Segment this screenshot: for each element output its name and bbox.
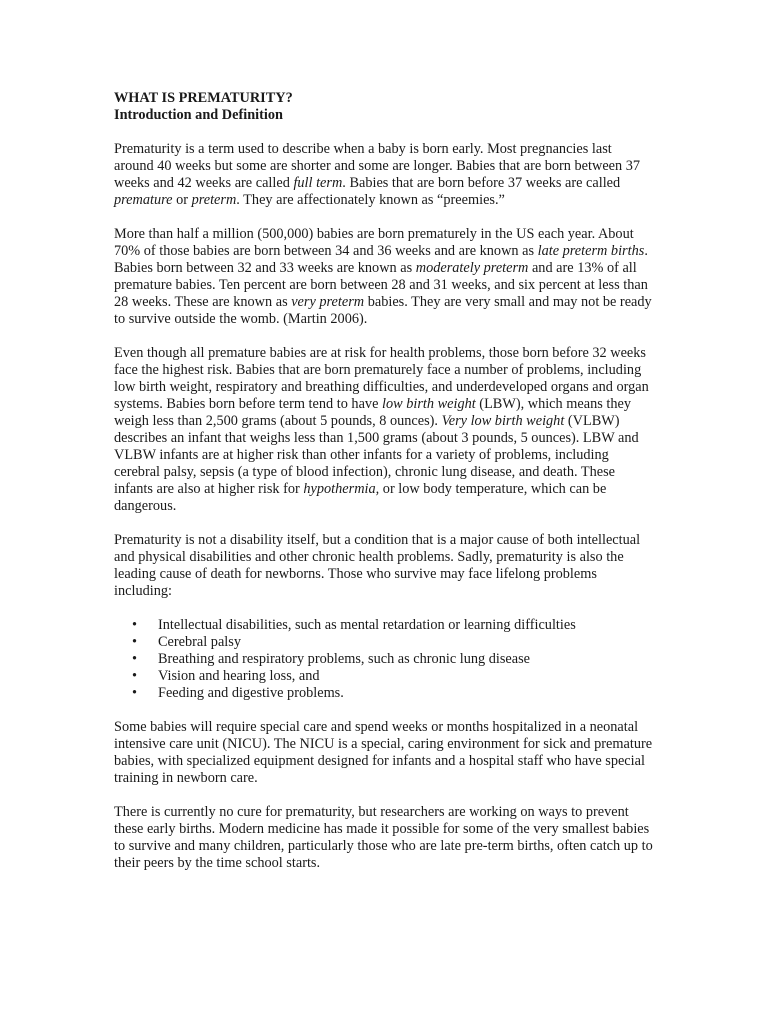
bullet-icon: • [132, 668, 138, 684]
list-item [114, 668, 654, 685]
text-run: Prematurity is a term used to describe when a baby is born early. Most pregnancies last around 40 weeks but some are shorter and some are longer. Babies that are born between 37 weeks and 42 weeks are called [114, 141, 641, 191]
document-title: WHAT IS PREMATURITY? [114, 90, 293, 106]
list-item [114, 634, 654, 651]
text-run: and are 13% of all premature babies. Ten percent are born between 28 and 31 weeks, and six percent at less than 28 weeks. These are known as [114, 260, 648, 310]
text-run: . Babies that are born before 37 weeks are called [342, 175, 621, 191]
text-run: or [172, 192, 192, 208]
document-page [114, 90, 654, 889]
list-item-text: Intellectual disabilities, such as mental retardation or learning difficulties [158, 617, 576, 633]
italic-term-full-term: full term [293, 175, 343, 191]
bullet-icon: • [132, 634, 138, 650]
list-item-text: Breathing and respiratory problems, such as chronic lung disease [158, 651, 531, 667]
list-item [114, 617, 654, 634]
bullet-icon: • [132, 651, 138, 667]
text-run: Even though all premature babies are at risk for health problems, those born before 32 weeks face the highest risk. Babies that are born prematurely face a number of problems, including low birth weight, respiratory and breathing difficulties, and underdeveloped organs and organ systems. Babies born before term tend to have [114, 345, 649, 412]
problems-list [114, 617, 654, 702]
text-run: or low body temperature, which can be dangerous. [114, 481, 607, 514]
bullet-icon: • [132, 685, 138, 701]
list-item [114, 651, 654, 668]
paragraph-health-risks [114, 345, 654, 515]
paragraph-nicu: Some babies will require special care and spend weeks or months hospitalized in a neonatal intensive care unit (NICU). The NICU is a special, caring environment for sick and premature babies, with specialized equipment designed for infants and a hospital staff who have special training in newborn care. [114, 719, 653, 786]
paragraph-statistics [114, 226, 654, 328]
italic-term-preterm: preterm [191, 192, 237, 208]
italic-term-late-preterm: late preterm births [537, 243, 645, 259]
text-run: (LBW), which means they weigh less than 2,500 grams (about 5 pounds, 8 ounces). [114, 396, 631, 429]
document-subtitle: Introduction and Definition [114, 107, 283, 123]
italic-term-moderately-preterm: moderately preterm [415, 260, 529, 276]
italic-term-hypothermia: hypothermia, [303, 481, 380, 497]
paragraph-definition [114, 141, 654, 209]
text-run: . Babies born between 32 and 33 weeks are known as [114, 243, 648, 276]
italic-term-premature: premature [114, 192, 173, 208]
text-run: (VLBW) describes an infant that weighs less than 1,500 grams (about 3 pounds, 5 ounces). LBW and VLBW infants are at higher risk than other infants for a variety of problems, including cerebral palsy, sepsis (a type of blood infection), chronic lung disease, and death. These infants are also at higher risk for [114, 413, 639, 497]
italic-term-very-low-birth-weight: Very low birth weight [441, 413, 565, 429]
list-item-text: Vision and hearing loss, and [158, 668, 320, 684]
text-run: babies. They are very small and may not be ready to survive outside the womb. (Martin 2006). [114, 294, 652, 327]
text-run: More than half a million (500,000) babies are born prematurely in the US each year. About 70% of those babies are born between 34 and 36 weeks and are known as [114, 226, 634, 259]
italic-term-low-birth-weight: low birth weight [382, 396, 476, 412]
bullet-icon: • [132, 617, 138, 633]
list-item-text: Cerebral palsy [158, 634, 241, 650]
paragraph-research: There is currently no cure for prematurity, but researchers are working on ways to prevent these early births. Modern medicine has made it possible for some of the very smallest babies to survive and many children, particularly those who are late pre-term births, often catch up to their peers by the time school starts. [114, 804, 653, 871]
list-item-text: Feeding and digestive problems. [158, 685, 344, 701]
heading-block [114, 90, 654, 124]
text-run: . They are affectionately known as “preemies.” [236, 192, 505, 208]
paragraph-disabilities: Prematurity is not a disability itself, but a condition that is a major cause of both intellectual and physical disabilities and other chronic health problems. Sadly, prematurity is also the leading cause of death for newborns. Those who survive may face lifelong problems including: [114, 532, 641, 599]
list-item [114, 685, 654, 702]
italic-term-very-preterm: very preterm [291, 294, 365, 310]
